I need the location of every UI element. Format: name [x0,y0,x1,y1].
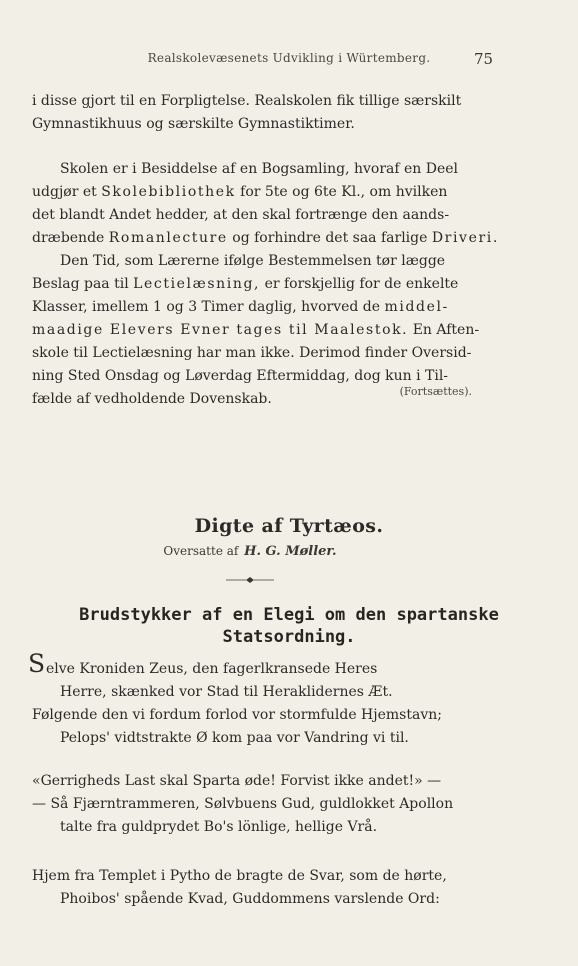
emphasis-word: Lectielæsning, [133,276,261,292]
elegy-title [0,604,578,648]
running-header: Realskolevæsenets Udvikling i Würtemberg. [147,51,431,65]
verse-line: Phoibos' spående Kvad, Guddommens varslende Ord: [60,891,440,907]
drop-cap: S [28,649,46,678]
verse-line: Herre, skænked vor Stad til Heraklidernes Æt. [60,684,393,700]
article-line-8 [32,274,472,294]
translator-name: H. G. Møller. [244,544,337,559]
text-span: Beslag paa til [32,276,129,292]
emphasis-phrase: maadige Elevers Evner tages til Maalestok. [32,322,409,338]
emphasis-word: middel- [384,299,449,315]
article-line-1: i disse gjort til en Forpligtelse. Realskolen fik tillige særskilt [32,93,462,109]
article-line-11: skole til Lectielæsning har man ikke. Derimod finder Oversid- [32,345,472,361]
article-line-4 [32,182,472,202]
verse-line: talte fra guldprydet Bo's lönlige, hellige Vrå. [60,819,378,835]
verse-line: — Så Fjærntrammeren, Sølvbuens Gud, guldlokket Apollon [32,796,454,812]
continued-note: (Fortsættes). [399,385,472,398]
elegy-title-line-2: Statsordning. [222,627,356,647]
text-span: Klasser, imellem 1 og 3 Timer daglig, hvorved de [32,299,381,315]
poem-collection-title: Digte af Tyrtæos. [194,515,384,537]
verse-line: Pelops' vidtstrakte Ø kom paa vor Vandring vi til. [60,730,409,746]
elegy-title-line-1: Brudstykker af en Elegi om den spartanske [79,605,499,625]
article-line-10 [32,320,480,340]
ornament-divider [226,576,274,584]
article-line-5: det blandt Andet hedder, at den skal fortrænge den aands- [32,207,450,223]
article-line-2: Gymnastikhuus og særskilte Gymnastiktimer. [32,116,355,132]
article-line-3: Skolen er i Besiddelse af en Bogsamling, hvoraf en Deel [60,161,459,177]
emphasis-word: Romanlecture [108,230,228,246]
translated-by-label: Oversatte af [163,544,239,558]
emphasis-word: Driveri. [431,230,499,246]
emphasis-word: Skolebibliothek [101,184,236,200]
article-line-7: Den Tid, som Lærerne ifølge Bestemmelsen tør lægge [60,253,446,269]
verse-line: Hjem fra Templet i Pytho de bragte de Svar, som de hørte, [32,868,447,884]
text-span: og forhindre det saa farlige [232,230,428,246]
article-line-12: ning Sted Onsdag og Løverdag Eftermiddag, dog kun i Til- [32,368,449,384]
article-line-13: fælde af vedholdende Dovenskab. [32,391,272,407]
text-span: er forskjellig for de enkelte [264,276,459,292]
text-span: En Aften- [412,322,480,338]
text-span: dræbende [32,230,105,246]
article-line-9 [32,297,472,317]
text-span: for 5te og 6te Kl., om hvilken [240,184,448,200]
verse-line: elve Kroniden Zeus, den fagerlkransede Heres [46,661,378,677]
text-span: udgjør et [32,184,97,200]
translator-credit [0,544,500,559]
verse-line: «Gerrigheds Last skal Sparta øde! Forvist ikke andet!» — [32,773,442,789]
verse-line: Følgende den vi fordum forlod vor stormfulde Hjemstavn; [32,707,442,723]
page-number: 75 [474,50,494,68]
article-line-6 [32,228,499,248]
